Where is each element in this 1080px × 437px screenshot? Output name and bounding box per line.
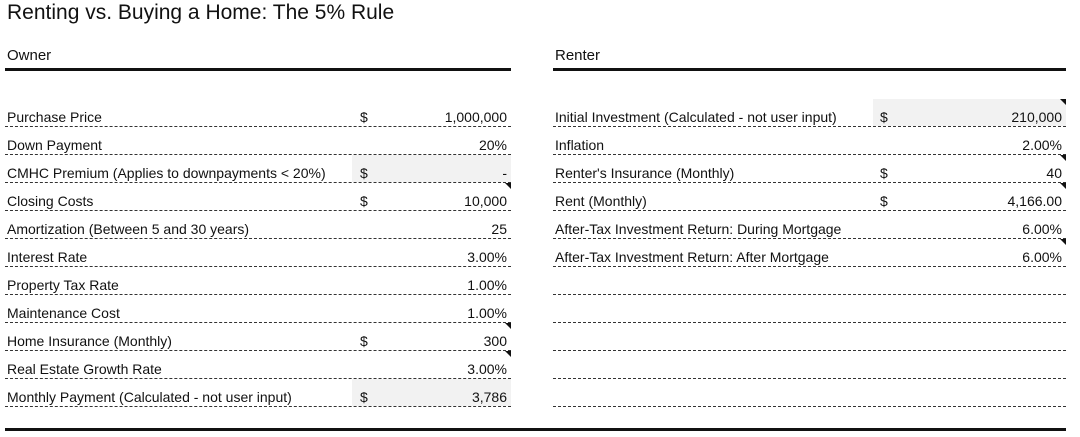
currency-symbol: $ (360, 333, 368, 349)
initial-investment-cell[interactable]: 210,000 (1011, 109, 1062, 125)
rent-cell[interactable]: 4,166.00 (1007, 193, 1062, 209)
row-label: Amortization (Between 5 and 30 years) (7, 221, 250, 237)
renter-row-return-during-mortgage (553, 211, 1066, 239)
return-during-mortgage-cell[interactable]: 6.00% (1022, 221, 1062, 237)
down-payment-cell[interactable]: 20% (478, 137, 507, 153)
real-estate-growth-cell[interactable]: 3.00% (467, 361, 507, 377)
currency-symbol: $ (360, 193, 368, 209)
row-label: Down Payment (7, 137, 102, 153)
row-label: Closing Costs (7, 193, 94, 209)
comment-indicator-icon[interactable] (505, 351, 511, 357)
owner-row-maintenance-cost (5, 295, 511, 323)
row-label: Initial Investment (Calculated - not user input) (555, 109, 837, 125)
owner-rows (5, 99, 511, 407)
renter-row-empty (553, 351, 1066, 379)
renter-row-empty (553, 267, 1066, 295)
owner-row-cmhc-premium (5, 155, 511, 183)
renter-row-empty (553, 379, 1066, 407)
renter-row-empty (553, 295, 1066, 323)
comment-indicator-icon[interactable] (1060, 183, 1066, 189)
owner-row-interest-rate (5, 239, 511, 267)
bottom-divider (5, 428, 1066, 431)
amortization-cell[interactable]: 25 (491, 221, 507, 237)
renter-row-initial-investment (553, 99, 1066, 127)
renter-row-rent (553, 183, 1066, 211)
currency-symbol: $ (360, 109, 368, 125)
comment-indicator-icon[interactable] (1060, 155, 1066, 161)
property-tax-rate-cell[interactable]: 1.00% (467, 277, 507, 293)
owner-row-closing-costs (5, 183, 511, 211)
interest-rate-cell[interactable]: 3.00% (467, 249, 507, 265)
currency-symbol: $ (880, 109, 888, 125)
currency-symbol: $ (880, 165, 888, 181)
renter-row-empty (553, 323, 1066, 351)
owner-heading: Owner (5, 44, 511, 71)
owner-row-purchase-price (5, 99, 511, 127)
inflation-cell[interactable]: 2.00% (1022, 137, 1062, 153)
return-after-mortgage-cell[interactable]: 6.00% (1022, 249, 1062, 265)
owner-row-down-payment (5, 127, 511, 155)
maintenance-cost-cell[interactable]: 1.00% (467, 305, 507, 321)
renter-rows (553, 99, 1066, 407)
cmhc-premium-cell[interactable]: - (502, 165, 507, 181)
owner-row-real-estate-growth (5, 351, 511, 379)
row-label: Maintenance Cost (7, 305, 120, 321)
comment-indicator-icon[interactable] (1060, 239, 1066, 245)
comment-indicator-icon[interactable] (1060, 99, 1066, 105)
row-label: Monthly Payment (Calculated - not user input) (7, 389, 292, 405)
currency-symbol: $ (360, 389, 368, 405)
comment-indicator-icon[interactable] (505, 183, 511, 189)
row-label: Property Tax Rate (7, 277, 119, 293)
owner-row-amortization (5, 211, 511, 239)
renters-insurance-cell[interactable]: 40 (1046, 165, 1062, 181)
row-label: Home Insurance (Monthly) (7, 333, 172, 349)
row-label: Rent (Monthly) (555, 193, 647, 209)
home-insurance-cell[interactable]: 300 (483, 333, 507, 349)
currency-symbol: $ (360, 165, 368, 181)
row-label: Renter's Insurance (Monthly) (555, 165, 735, 181)
renter-heading: Renter (553, 44, 1066, 71)
row-label: Inflation (555, 137, 605, 153)
row-label: Real Estate Growth Rate (7, 361, 162, 377)
renter-row-return-after-mortgage (553, 239, 1066, 267)
renter-row-inflation (553, 127, 1066, 155)
purchase-price-cell[interactable]: 1,000,000 (444, 109, 507, 125)
monthly-payment-cell[interactable]: 3,786 (471, 389, 507, 405)
currency-symbol: $ (880, 193, 888, 209)
comment-indicator-icon[interactable] (505, 323, 511, 329)
renter-panel (553, 44, 1066, 407)
renter-row-renters-insurance (553, 155, 1066, 183)
calculated-cell-shading (352, 155, 511, 182)
owner-row-home-insurance (5, 323, 511, 351)
owner-row-property-tax-rate (5, 267, 511, 295)
row-label: Purchase Price (7, 109, 102, 125)
row-label: CMHC Premium (Applies to downpayments < 20%) (7, 165, 326, 181)
owner-row-monthly-payment (5, 379, 511, 407)
row-label: After-Tax Investment Return: During Mortgage (555, 221, 842, 237)
row-label: Interest Rate (7, 249, 88, 265)
row-label: After-Tax Investment Return: After Mortgage (555, 249, 829, 265)
closing-costs-cell[interactable]: 10,000 (464, 193, 507, 209)
owner-panel (5, 44, 511, 407)
sheet-title: Renting vs. Buying a Home: The 5% Rule (7, 1, 395, 24)
